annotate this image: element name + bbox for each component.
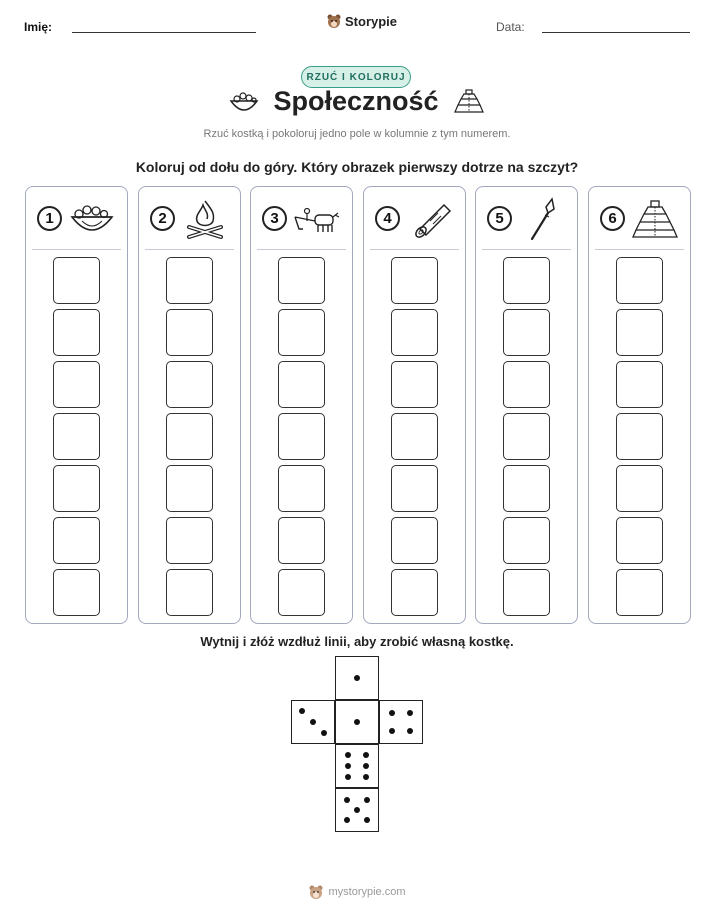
- color-cell[interactable]: [278, 465, 325, 512]
- color-cell[interactable]: [166, 309, 213, 356]
- dice-pip: [321, 730, 327, 736]
- color-cell[interactable]: [278, 517, 325, 564]
- page-title: Społeczność: [273, 86, 439, 116]
- instruction: Koloruj od dołu do góry. Który obrazek pierwszy dotrze na szczyt?: [135, 159, 579, 175]
- column-number: 4: [375, 206, 400, 231]
- dice-pip: [310, 719, 316, 725]
- food-bowl-icon: [229, 89, 259, 115]
- column-3: [250, 186, 353, 624]
- color-cell[interactable]: [503, 309, 550, 356]
- color-cell[interactable]: [391, 309, 438, 356]
- date-line: [542, 32, 690, 33]
- footer: [0, 884, 714, 900]
- column-2: [138, 186, 241, 624]
- color-cell[interactable]: [278, 309, 325, 356]
- dice-pip: [364, 817, 370, 823]
- dice-pip: [345, 774, 351, 780]
- dice-pip: [299, 708, 305, 714]
- bear-mascot-icon: [326, 13, 342, 29]
- color-cell[interactable]: [53, 569, 100, 616]
- dice-face-4: [379, 700, 423, 744]
- column-separator: [595, 249, 684, 250]
- color-cell[interactable]: [391, 569, 438, 616]
- color-cell[interactable]: [53, 361, 100, 408]
- color-cell[interactable]: [166, 517, 213, 564]
- date-label: Data:: [496, 20, 525, 34]
- color-cell[interactable]: [616, 517, 663, 564]
- dice-pip: [364, 797, 370, 803]
- brand-name: Storypie: [345, 13, 398, 29]
- column-5: [475, 186, 578, 624]
- column-separator: [257, 249, 346, 250]
- dice-face-3: [291, 700, 335, 744]
- color-cell[interactable]: [53, 257, 100, 304]
- color-cell[interactable]: [166, 465, 213, 512]
- pyramid-icon: [631, 197, 679, 241]
- color-cell[interactable]: [616, 569, 663, 616]
- activity-badge: RZUĆ I KOLORUJ: [301, 66, 411, 88]
- title-row: [0, 86, 714, 117]
- color-cell[interactable]: [391, 465, 438, 512]
- color-cell[interactable]: [616, 465, 663, 512]
- column-4: [363, 186, 466, 624]
- color-cell[interactable]: [53, 413, 100, 460]
- color-cell[interactable]: [278, 569, 325, 616]
- logo: [326, 13, 397, 29]
- dice-pip: [389, 710, 395, 716]
- dice-pip: [363, 752, 369, 758]
- column-number: 1: [37, 206, 62, 231]
- dice-pip: [344, 817, 350, 823]
- column-1: [25, 186, 128, 624]
- color-cell[interactable]: [166, 361, 213, 408]
- food-bowl-icon: [68, 197, 116, 241]
- column-6: [588, 186, 691, 624]
- campfire-icon: [181, 197, 229, 241]
- bear-mascot-icon: [308, 884, 324, 900]
- color-cell[interactable]: [503, 465, 550, 512]
- column-separator: [482, 249, 571, 250]
- dice-pip: [354, 675, 360, 681]
- color-cell[interactable]: [503, 517, 550, 564]
- color-cell[interactable]: [616, 361, 663, 408]
- dice-pip: [363, 774, 369, 780]
- dice-face-5: [335, 788, 379, 832]
- dice-pip: [345, 752, 351, 758]
- spear-icon: [518, 197, 566, 241]
- scroll-icon: [406, 197, 454, 241]
- color-cell[interactable]: [616, 309, 663, 356]
- dice-face-6: [335, 744, 379, 788]
- name-line: [72, 32, 256, 33]
- color-cell[interactable]: [616, 413, 663, 460]
- dice-pip: [354, 807, 360, 813]
- subtitle: Rzuć kostką i pokoloruj jedno pole w kolumnie z tym numerem.: [203, 128, 511, 140]
- color-cell[interactable]: [278, 257, 325, 304]
- dice-pip: [389, 728, 395, 734]
- color-cell[interactable]: [166, 569, 213, 616]
- dice-face-1: [335, 700, 379, 744]
- column-number: 6: [600, 206, 625, 231]
- column-separator: [32, 249, 121, 250]
- pyramid-icon: [453, 88, 485, 116]
- color-cell[interactable]: [391, 257, 438, 304]
- color-cell[interactable]: [391, 517, 438, 564]
- column-number: 2: [150, 206, 175, 231]
- color-cell[interactable]: [391, 361, 438, 408]
- column-number: 3: [262, 206, 287, 231]
- footer-url[interactable]: mystorypie.com: [328, 886, 406, 898]
- dice-pip: [407, 710, 413, 716]
- color-cell[interactable]: [166, 257, 213, 304]
- color-cell[interactable]: [616, 257, 663, 304]
- name-label: Imię:: [24, 20, 53, 34]
- color-cell[interactable]: [53, 517, 100, 564]
- color-cell[interactable]: [278, 361, 325, 408]
- column-number: 5: [487, 206, 512, 231]
- dice-pip: [345, 763, 351, 769]
- color-cell[interactable]: [503, 413, 550, 460]
- color-cell[interactable]: [278, 413, 325, 460]
- color-cell[interactable]: [53, 465, 100, 512]
- dice-face-1: [335, 656, 379, 700]
- dice-instruction: Wytnij i złóż wzdłuż linii, aby zrobić własną kostkę.: [200, 634, 514, 649]
- dice-pip: [407, 728, 413, 734]
- ox-plow-icon: [293, 197, 341, 241]
- dice-pip: [354, 719, 360, 725]
- color-cell[interactable]: [503, 257, 550, 304]
- color-cell[interactable]: [166, 413, 213, 460]
- column-separator: [145, 249, 234, 250]
- color-cell[interactable]: [503, 361, 550, 408]
- column-separator: [370, 249, 459, 250]
- color-cell[interactable]: [503, 569, 550, 616]
- color-cell[interactable]: [391, 413, 438, 460]
- dice-pip: [363, 763, 369, 769]
- dice-pip: [344, 797, 350, 803]
- color-cell[interactable]: [53, 309, 100, 356]
